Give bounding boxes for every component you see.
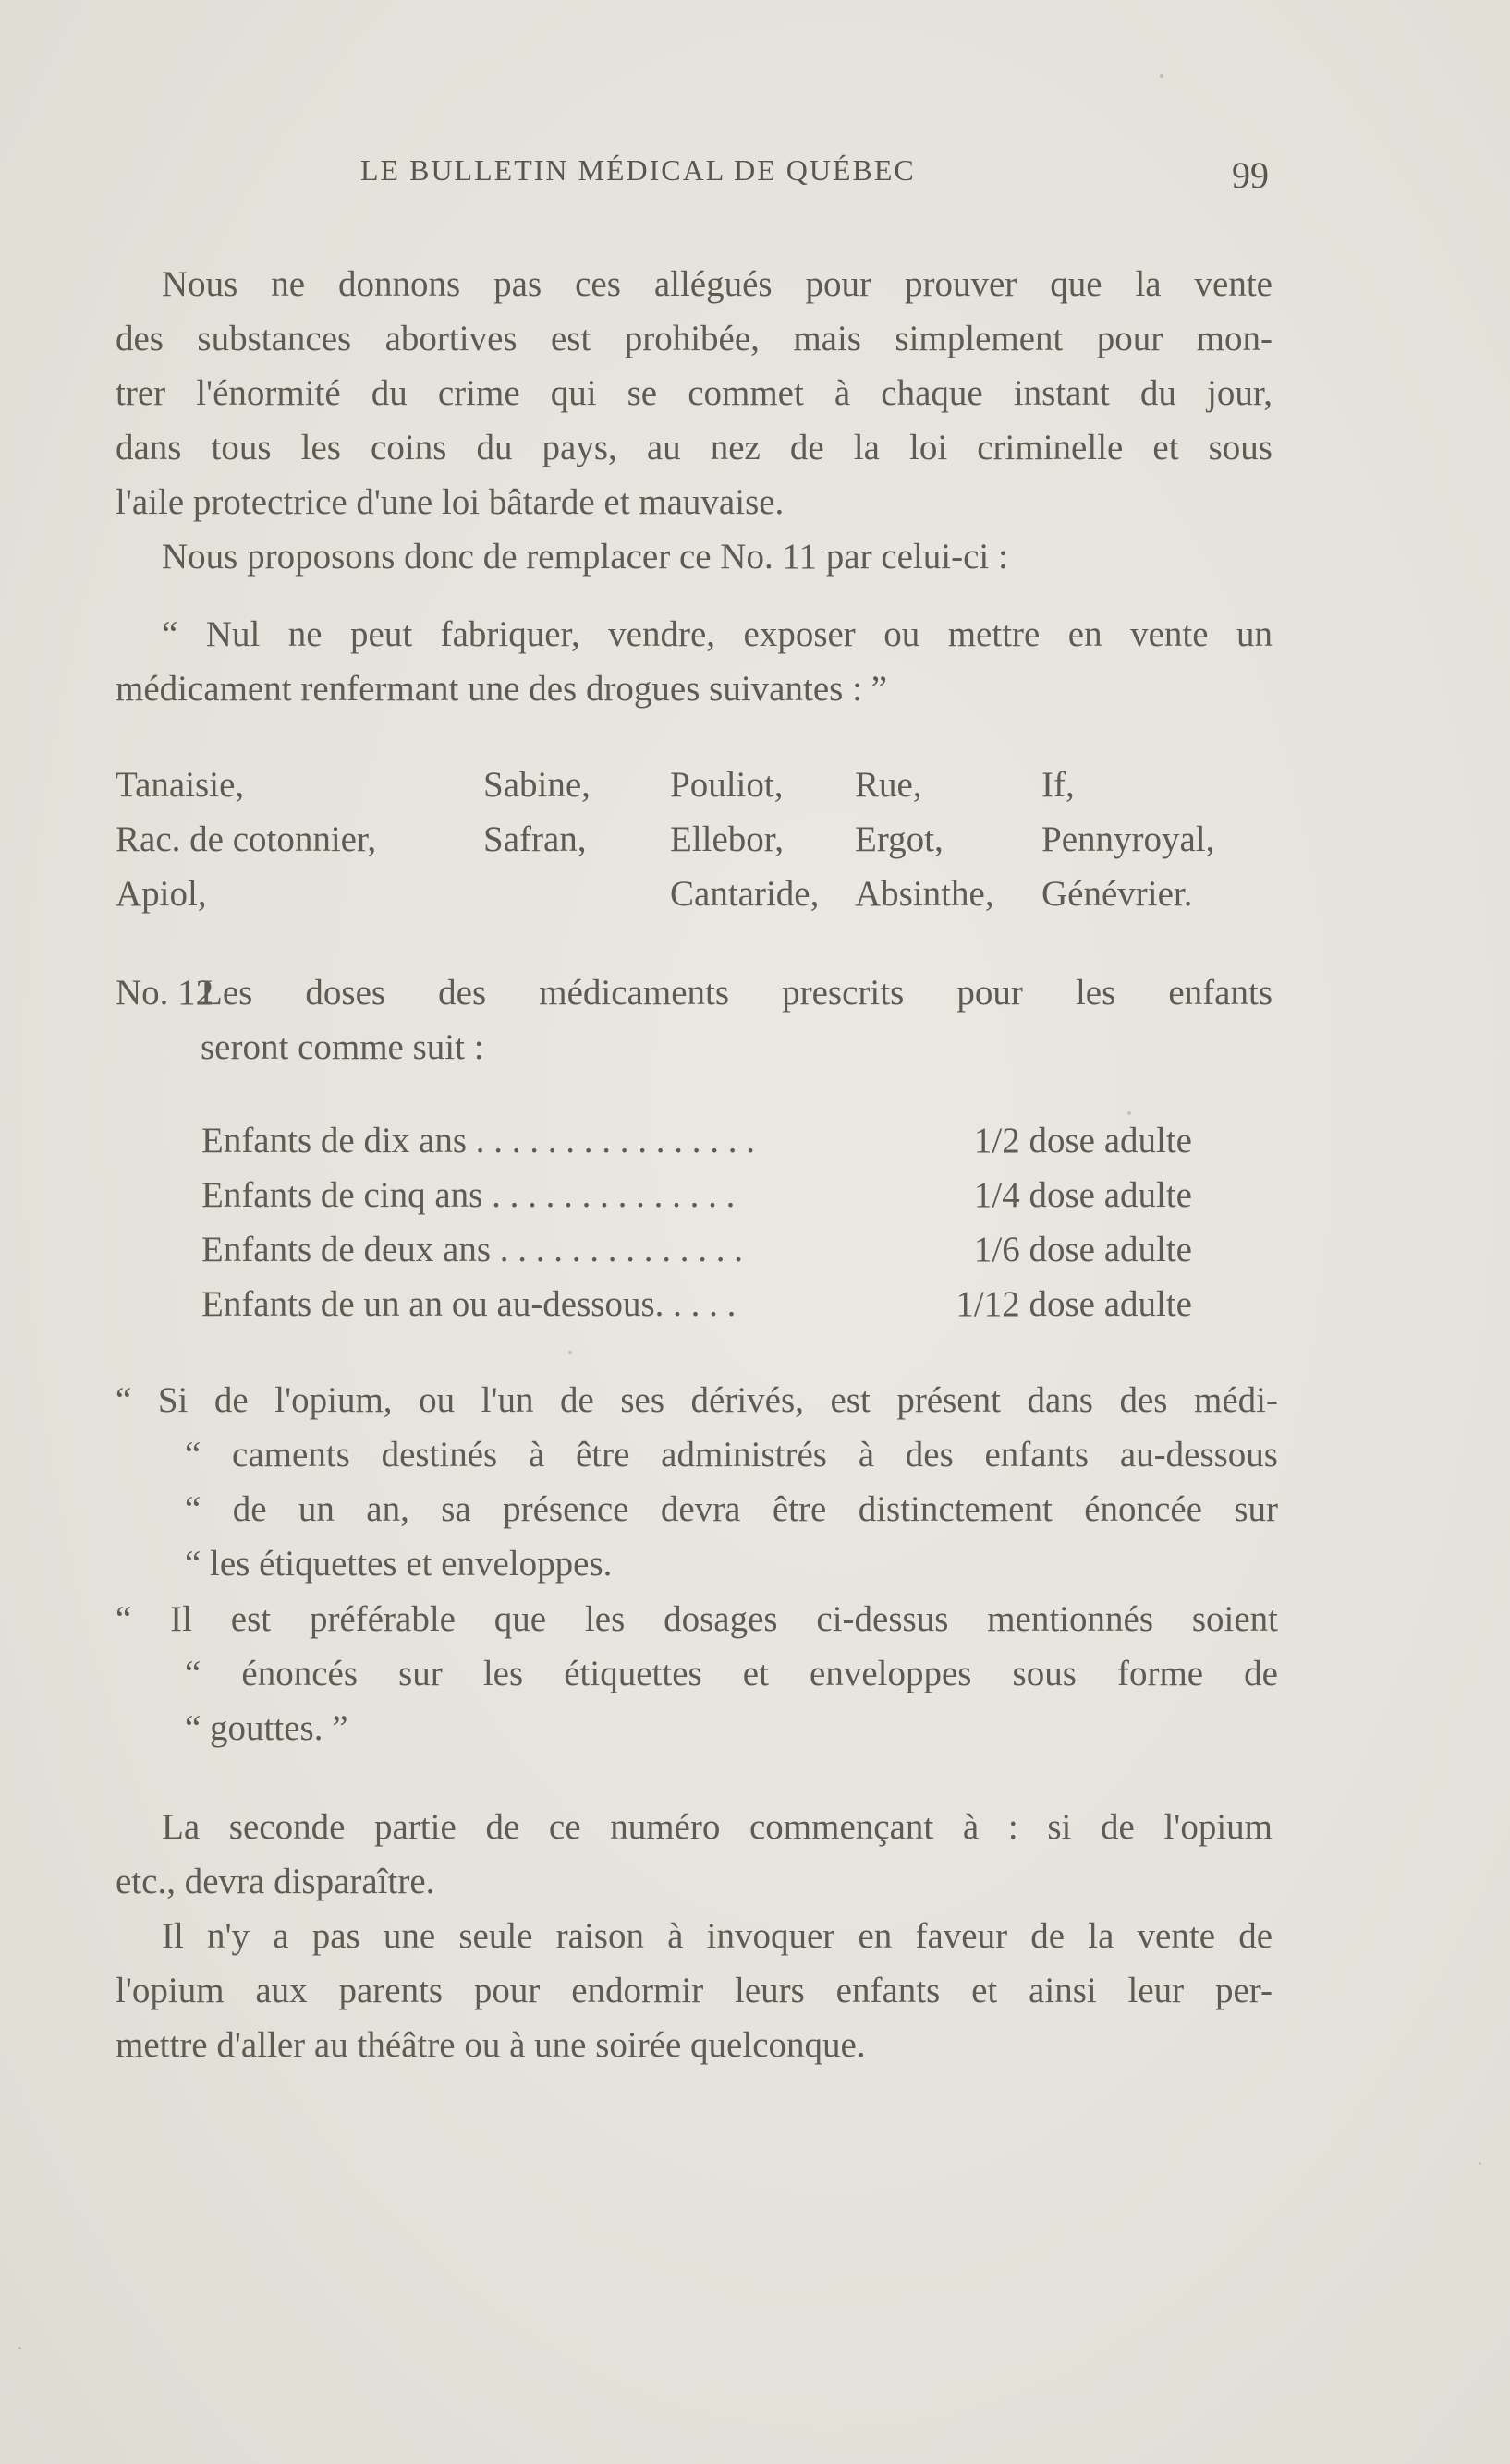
quote-opium (116, 1373, 1278, 1591)
dose-age: Enfants de cinq ans . . . . . . . . . . . . . . (201, 1175, 736, 1215)
paragraph-raison (116, 1909, 1273, 2072)
dose-amount: 1/6 dose adulte (973, 1230, 1192, 1269)
quote-nul-ne-peut (116, 607, 1273, 716)
text-line: “ Nul ne peut fabriquer, vendre, exposer ou mettre en vente un (162, 614, 1273, 654)
article-text (201, 965, 1273, 1074)
text-line: mettre d'aller au théâtre ou à une soirée quelconque. (116, 2025, 866, 2065)
drug-name: If, (1041, 765, 1075, 805)
quote-dosages (116, 1592, 1278, 1755)
dose-row (201, 1222, 1192, 1277)
drug-name: Tanaisie, (116, 765, 245, 805)
text-line: “ énoncés sur les étiquettes et enveloppes sous forme de (185, 1654, 1278, 1693)
drug-name: Cantaride, (670, 874, 820, 914)
drug-name: Ellebor, (670, 819, 784, 859)
text-line: “ les étiquettes et enveloppes. (185, 1544, 613, 1584)
dose-age: Enfants de dix ans . . . . . . . . . . . . . . . . (201, 1121, 756, 1160)
drug-name: Safran, (483, 819, 587, 859)
text-line: des substances abortives est prohibée, mais simplement pour mon- (116, 319, 1273, 358)
text-line: trer l'énormité du crime qui se commet à chaque instant du jour, (116, 373, 1273, 413)
drug-name: Rac. de cotonnier, (116, 819, 377, 859)
text-line: seront comme suit : (201, 1027, 484, 1067)
text-line: “ gouttes. ” (185, 1708, 348, 1748)
text-line: médicament renfermant une des drogues suivantes : ” (116, 669, 887, 709)
text-line: l'opium aux parents pour endormir leurs enfants et ainsi leur per- (116, 1971, 1273, 2010)
drug-name: Pouliot, (670, 765, 784, 805)
paper-speck (1127, 1111, 1131, 1115)
dose-amount: 1/2 dose adulte (973, 1121, 1192, 1160)
text-line: Il n'y a pas une seule raison à invoquer en faveur de la vente de (162, 1916, 1273, 1956)
paper-speck (568, 1351, 572, 1354)
text-line: dans tous les coins du pays, au nez de la loi criminelle et sous (116, 428, 1273, 467)
text-line: “ Si de l'opium, ou l'un de ses dérivés, est présent dans des médi- (116, 1380, 1278, 1420)
text-line: “ caments destinés à être administrés à des enfants au-dessous (185, 1435, 1278, 1475)
dose-row (201, 1113, 1192, 1168)
page-number: 99 (1232, 154, 1269, 196)
drug-name: Absinthe, (855, 874, 994, 914)
text-line: Nous proposons donc de remplacer ce No. 11 par celui-ci : (162, 537, 1008, 577)
drug-name: Apiol, (116, 874, 207, 914)
dose-row (201, 1277, 1192, 1331)
drug-name: Sabine, (483, 765, 591, 805)
paragraph-proposition (116, 529, 1273, 584)
dose-amount: 1/4 dose adulte (973, 1175, 1192, 1215)
text-line: Les doses des médicaments prescrits pour les enfants (201, 973, 1273, 1013)
text-line: “ de un an, sa présence devra être distinctement énoncée sur (185, 1489, 1278, 1529)
drug-name: Génévrier. (1041, 874, 1193, 914)
paper-speck (1160, 74, 1163, 78)
paragraph-seconde-partie (116, 1800, 1273, 1909)
paragraph-allegues (116, 257, 1273, 529)
text-line: etc., devra disparaître. (116, 1862, 435, 1901)
paper-speck (18, 2347, 21, 2349)
drug-name: Pennyroyal, (1041, 819, 1215, 859)
dose-age: Enfants de deux ans . . . . . . . . . . . . . . (201, 1230, 743, 1269)
running-head: LE BULLETIN MÉDICAL DE QUÉBEC (360, 153, 916, 187)
article-number: No. 12 (116, 973, 214, 1013)
dose-amount: 1/12 dose adulte (956, 1284, 1192, 1324)
text-line: l'aile protectrice d'une loi bâtarde et mauvaise. (116, 482, 785, 522)
drug-name: Rue, (855, 765, 922, 805)
dose-row (201, 1168, 1192, 1222)
paper-speck (1479, 2162, 1481, 2165)
text-line: “ Il est préférable que les dosages ci-dessus mentionnés soient (116, 1599, 1278, 1639)
drug-name: Ergot, (855, 819, 944, 859)
dose-age: Enfants de un an ou au-dessous. . . . . (201, 1284, 737, 1324)
text-line: La seconde partie de ce numéro commençant à : si de l'opium (162, 1807, 1273, 1847)
text-line: Nous ne donnons pas ces allégués pour prouver que la vente (162, 264, 1273, 304)
dose-table (201, 1113, 1192, 1331)
